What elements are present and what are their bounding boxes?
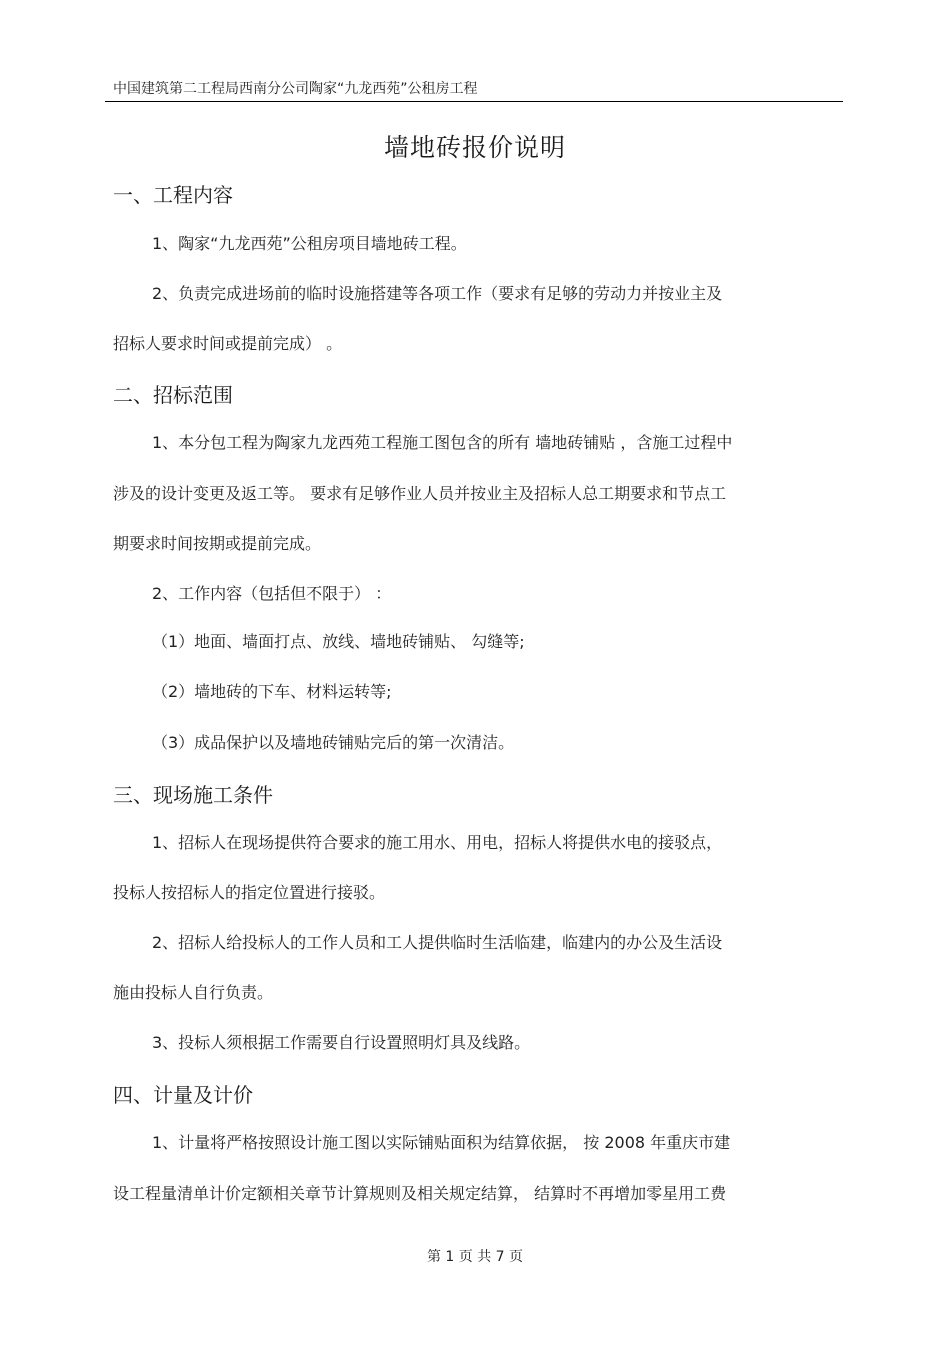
paragraph-line: 2、招标人给投标人的工作人员和工人提供临时生活临建，临建内的办公及生活设 — [152, 933, 723, 952]
page-number-footer: 第 1 页 共 7 页 — [426, 1249, 524, 1265]
page-header-text: 中国建筑第二工程局西南分公司陶家“九龙西苑”公租房工程 — [113, 81, 478, 97]
paragraph-line: （3）成品保护以及墙地砖铺贴完后的第一次清洁。 — [152, 733, 515, 752]
page-title: 墙地砖报价说明 — [383, 133, 566, 162]
paragraph-line: 施由投标人自行负责。 — [113, 983, 274, 1002]
paragraph-line: 涉及的设计变更及返工等。 要求有足够作业人员并按业主及招标人总工期要求和节点工 — [113, 484, 727, 503]
header-rule — [105, 101, 843, 102]
section-heading: 一、工程内容 — [113, 183, 233, 207]
paragraph-line: 1、招标人在现场提供符合要求的施工用水、用电，招标人将提供水电的接驳点， — [152, 833, 723, 852]
paragraph-line: 2、负责完成进场前的临时设施搭建等各项工作（要求有足够的劳动力并按业主及 — [152, 284, 723, 303]
paragraph-line: 1、陶家“九龙西苑”公租房项目墙地砖工程。 — [152, 234, 467, 253]
paragraph-line: 期要求时间按期或提前完成。 — [113, 534, 322, 553]
paragraph-line: （2）墙地砖的下车、材料运转等; — [152, 682, 392, 701]
section-heading: 四、计量及计价 — [113, 1083, 253, 1107]
paragraph-line: 2、工作内容（包括但不限于） ： — [152, 584, 392, 603]
paragraph-line: 投标人按招标人的指定位置进行接驳。 — [113, 883, 386, 902]
paragraph-line: 招标人要求时间或提前完成） 。 — [113, 334, 343, 353]
section-heading: 三、现场施工条件 — [113, 783, 273, 807]
paragraph-line: （1）地面、墙面打点、放线、墙地砖铺贴、 勾缝等; — [152, 632, 525, 651]
section-heading: 二、招标范围 — [113, 383, 233, 407]
paragraph-line: 3、投标人须根据工作需要自行设置照明灯具及线路。 — [152, 1033, 531, 1052]
paragraph-line: 设工程量清单计价定额相关章节计算规则及相关规定结算， 结算时不再增加零星用工费 — [113, 1184, 727, 1203]
paragraph-line: 1、本分包工程为陶家九龙西苑工程施工图包含的所有 墙地砖铺贴 ，含施工过程中 — [152, 433, 733, 452]
paragraph-line: 1、计量将严格按照设计施工图以实际铺贴面积为结算依据， 按 2008 年重庆市建 — [152, 1133, 731, 1152]
